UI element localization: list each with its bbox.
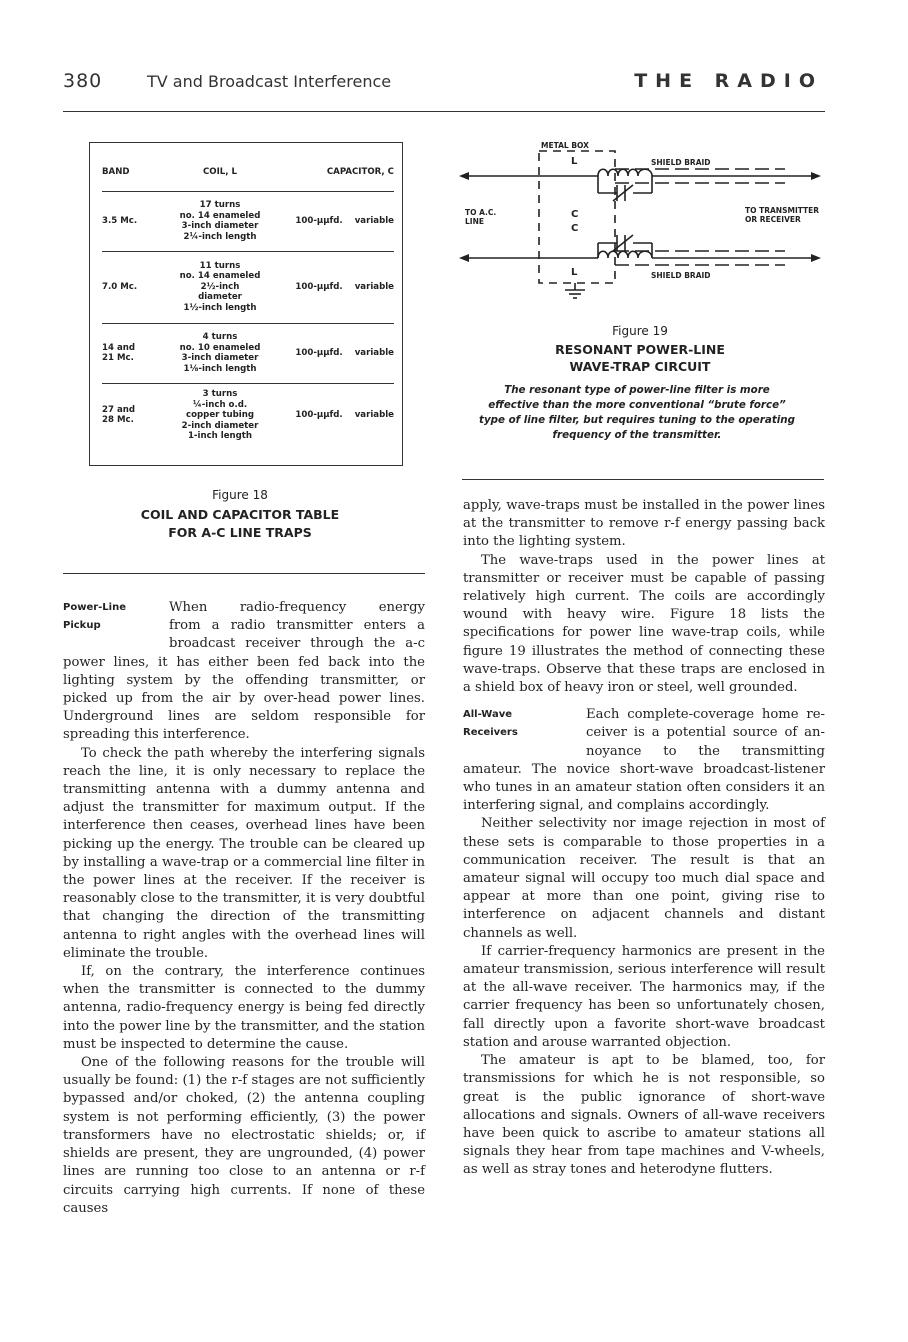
cell-band: 14 and 21 Mc. <box>102 342 136 363</box>
label-to-ac-line-2: LINE <box>465 217 484 226</box>
label-l-bottom: L <box>571 267 578 278</box>
cell-coil: 17 turns no. 14 enameled 3-inch diameter 2¼-inch length <box>179 200 261 242</box>
header-rule <box>63 111 825 112</box>
label-to-transmitter-2: OR RECEIVER <box>745 215 801 224</box>
paragraph-1-rest: broadcast receiver through the a-c power lines, it has either been fed back into the lighting system by the offending transmitter, or picked up from the air by over-head power lines. Underground lines are seldom responsible for spreading this interference. <box>63 636 425 743</box>
right-paragraph-3-rest: noyance to the transmitting amateur. The novice short-wave broadcast-listener who tunes in an amateur station often considers it an interfering signal, and complains accordingly. <box>463 743 825 814</box>
cell-capacitor: 100-µµfd. variable <box>295 410 394 420</box>
top-coil <box>598 169 652 176</box>
left-figure-rule <box>63 573 425 574</box>
section-title: TV and Broadcast Interference <box>147 72 392 91</box>
right-paragraph-4: Neither selectivity nor image rejection in most of these sets is comparable to those properties in a communication receiver. The result is that an amateur signal will occupy too much dial space and appear at more than one point, giving rise to interference on adjacent channels and distant channels as well. <box>463 816 825 941</box>
right-figure-rule <box>462 479 824 480</box>
right-paragraph-6: The amateur is apt to be blamed, too, for transmissions for which he is not responsible, so great is the public ignorance of short-wave allocations and signals. Owners of all-wave receivers have been quick to ascribe to amateur stations all signals they hear from tape machines and V-wheels, as well as stray tones and heterodyne flutters. <box>463 1053 825 1178</box>
right-column-text <box>463 497 825 1180</box>
label-to-ac-line-1: TO A.C. <box>465 208 497 217</box>
figure-18-title-line2: FOR A-C LINE TRAPS <box>168 525 312 540</box>
paragraph-1-line-2: from a radio transmitter enters a <box>169 618 425 634</box>
figure-19-title-line2: WAVE-TRAP CIRCUIT <box>569 359 711 374</box>
all-wave-receivers-section <box>463 706 825 815</box>
label-shield-braid-top: SHIELD BRAID <box>651 158 711 167</box>
book-title: THE RADIO <box>634 70 823 92</box>
arrow-left-bottom <box>459 254 469 262</box>
paragraph-1-line-1: When radio-frequency energy <box>169 600 425 615</box>
cell-capacitor: 100-µµfd. variable <box>295 347 394 358</box>
label-l-top: L <box>571 156 578 167</box>
arrow-left-top <box>459 172 469 180</box>
col-header-band: BAND <box>102 166 130 177</box>
col-header-capacitor: CAPACITOR, C <box>326 166 394 177</box>
cell-coil: 3 turns ¼-inch o.d. copper tubing 2-inch diameter 1-inch length <box>181 389 259 441</box>
figure-19-caption <box>520 322 760 375</box>
cell-band: 3.5 Mc. <box>102 215 138 226</box>
cell-band: 27 and 28 Mc. <box>102 404 136 426</box>
cell-coil: 4 turns no. 10 enameled 3-inch diameter 1⅛-inch length <box>179 332 261 374</box>
cell-capacitor: 100-µµfd. variable <box>295 215 394 226</box>
side-label-power-line-pickup: Power-Line Pickup <box>63 602 127 631</box>
figure-18-label: Figure 18 <box>212 488 268 502</box>
figure-18-title-line1: COIL AND CAPACITOR TABLE <box>140 507 340 522</box>
table-row <box>102 323 394 383</box>
arrow-right-top <box>811 172 821 180</box>
figure-19-description: The resonant type of power-line filter is more effective than the more conventional “brute force” type of line filter, but requires tuning to the operating frequency of the transmitter. <box>479 384 795 441</box>
paragraph-2: To check the path whereby the interfering signals reach the line, it is only necessary to replace the transmitting antenna with a dummy antenna and adjust the transmitter for maximum output. If the interference then ceases, overhead lines have been picking up the energy. The trouble can be cleared up by installing a wave-trap or a commercial line filter in the power lines at the receiver. If the receiver is reasonably close to the transmitter, it is very doubtful that changing the direction of the transmitting antenna to right angles with the overhead lines will eliminate the trouble. <box>63 745 425 961</box>
table-row <box>102 383 394 447</box>
table-header-row <box>102 153 394 191</box>
label-c-bottom: C <box>571 223 579 234</box>
page-header <box>63 70 823 96</box>
label-c-top: C <box>571 209 579 220</box>
cell-coil: 11 turns no. 14 enameled 2½-inch diameter 1½-inch length <box>179 260 261 313</box>
power-line-pickup-section <box>63 599 425 745</box>
label-to-transmitter-1: TO TRANSMITTER <box>745 206 820 215</box>
col-header-coil: COIL, L <box>202 166 238 177</box>
coil-capacitor-table <box>102 153 394 447</box>
right-paragraph-1: apply, wave-traps must be installed in the power lines at the transmitter to remove r-f energy passing back into the lighting system. <box>463 498 825 550</box>
bottom-coil <box>598 251 652 258</box>
label-shield-braid-bottom: SHIELD BRAID <box>651 271 711 280</box>
right-paragraph-3-line-1: Each complete-coverage home re- <box>586 707 825 723</box>
side-label-all-wave-receivers: All-Wave Receivers <box>463 709 518 739</box>
table-row <box>102 251 394 323</box>
wave-trap-circuit-diagram <box>455 135 825 300</box>
right-paragraph-3-line-2: ceiver is a potential source of an- <box>586 725 825 741</box>
paragraph-4: One of the following reasons for the trouble will usually be found: (1) the r-f stages are not sufficiently bypassed and/or choked, (2) the antenna coupling system is not performing efficiently, (3) the power transformers have no electrostatic shields; or, if shields are present, they are ungrounded, (4) power lines are running too close to an antenna or r-f circuits carrying high currents. If none of these causes <box>63 1055 425 1216</box>
left-column-text <box>63 599 425 1218</box>
figure-19-label: Figure 19 <box>612 324 668 338</box>
figure-19-title-line1: RESONANT POWER-LINE <box>555 342 725 357</box>
paragraph-3: If, on the contrary, the interference continues when the transmitter is connected to the dummy antenna, radio-frequency energy is being fed directly into the power line by the transmitter, and the station must be inspected to determine the cause. <box>63 964 425 1052</box>
cell-capacitor: 100-µµfd. variable <box>295 281 394 292</box>
arrow-right-bottom <box>811 254 821 262</box>
right-paragraph-5: If carrier-frequency harmonics are present in the amateur transmission, serious interference will result at the all-wave receiver. The harmonics may, if the carrier frequency has been so unfortunately chosen, fall directly upon a favorite short-wave broadcast station and arouse warranted objection. <box>463 943 825 1050</box>
cell-band: 7.0 Mc. <box>102 281 138 292</box>
figure-18-caption <box>90 486 390 542</box>
table-row <box>102 191 394 251</box>
right-paragraph-2: The wave-traps used in the power lines at transmitter or receiver must be capable of passing relatively high current. The coils are accordingly wound with heavy wire. Figure 18 lists the specifications for power line wave-trap coils, while figure 19 illustrates the method of connecting these wave-traps. Observe that these traps are enclosed in a shield box of heavy iron or steel, well grounded. <box>463 552 825 696</box>
label-metal-box: METAL BOX <box>541 141 589 150</box>
figure-18-table-box <box>89 142 403 466</box>
page-number: 380 <box>63 70 103 92</box>
